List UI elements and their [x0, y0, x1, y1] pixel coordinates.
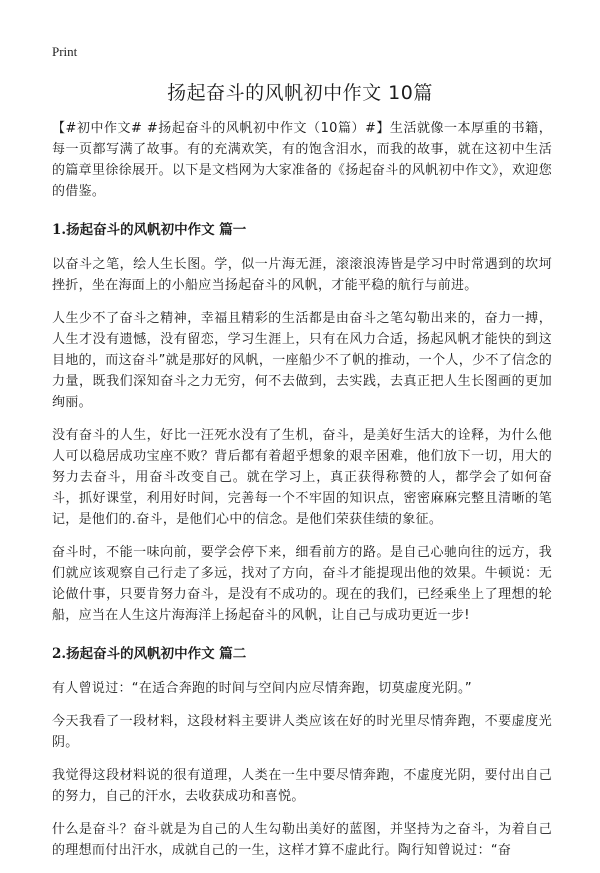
section-paragraph: 有人曾说过：“在适合奔跑的时间与空间内应尽情奔跑，切莫虚度光阴。”: [52, 681, 472, 696]
section-paragraph: 以奋斗之笔，绘人生长图。学，似一片海无涯，滚滚浪涛皆是学习中时常遇到的坎坷挫折，坐在海面上的小船应当扬起奋斗的风帆，才能平稳的航行与前进。: [52, 257, 552, 293]
intro-paragraph: 【#初中作文# #扬起奋斗的风帆初中作文（10篇）#】生活就像一本厚重的书籍，每一页都写满了故事。有的充满欢笑，有的饱含泪水，而我的故事，就在这初中生活的篇章里徐徐展开。以下是文档网为大家准备的《扬起奋斗的风帆初中作文》，欢迎您的借鉴。: [52, 121, 552, 199]
section-heading: 1.扬起奋斗的风帆初中作文 篇一: [52, 222, 247, 238]
section-paragraph: 我觉得这段材料说的很有道理，人类在一生中要尽情奔跑，不虚度光阴，要付出自己的努力，自己的汗水，去收获成功和喜悦。: [52, 768, 552, 804]
page-title: 扬起奋斗的风帆初中作文 10篇: [167, 82, 433, 104]
section-2: [52, 644, 552, 861]
section-paragraph: 奋斗时，不能一味向前，要学会停下来，细看前方的路。是自己心驰向往的远方，我们就应该观察自己行走了多远，找对了方向，奋斗才能提现出他的效果。牛顿说：无论做什事，只要肯努力奋斗，是没有不成功的。现在的我们，已经乘坐上了理想的轮船，应当在人生这片海海洋上扬起奋斗的风帆，让自己与成功更近一步!: [52, 545, 552, 623]
section-1: [52, 220, 552, 626]
section-paragraph: 什么是奋斗？奋斗就是为自己的人生勾勒出美好的蓝图，并坚持为之奋斗，为着自己的理想而付出汗水，成就自己的一生，这样才算不虚此行。陶行知曾说过：“奋: [52, 822, 552, 858]
section-paragraph: 没有奋斗的人生，好比一汪死水没有了生机，奋斗，是美好生活大的诠释，为什么他人可以稳居成功宝座不败？背后都有着超乎想象的艰辛困难，他们放下一切，用大的努力去奋斗，用奋斗改变自己。就在学习上，真正获得称赞的人，都学会了如何奋斗，抓好课堂，利用好时间，完善每一个不牢固的知识点，密密麻麻完整且清晰的笔记，是他们的.奋斗，是他们心中的信念。是他们荣获佳绩的象征。: [52, 428, 552, 527]
print-link[interactable]: Print: [52, 44, 78, 59]
section-paragraph: 人生少不了奋斗之精神，幸福且精彩的生活都是由奋斗之笔勾勒出来的，奋力一搏，人生才没有遗憾，没有留恋，学习生涯上，只有在风力合适，扬起风帆才能快的到这目地的，而这奋斗”就是那好的风帆，一座船少不了帆的推动，一个人，少不了信念的力量，既我们深知奋斗之力无穷，何不去做到，去实践，去真正把人生长图画的更加绚丽。: [52, 311, 552, 410]
section-heading: 2.扬起奋斗的风帆初中作文 篇二: [52, 646, 247, 662]
article-body: [52, 118, 552, 873]
section-paragraph: 今天我看了一段材料，这段材料主要讲人类应该在好的时光里尽情奔跑，不要虚度光阴。: [52, 714, 552, 750]
